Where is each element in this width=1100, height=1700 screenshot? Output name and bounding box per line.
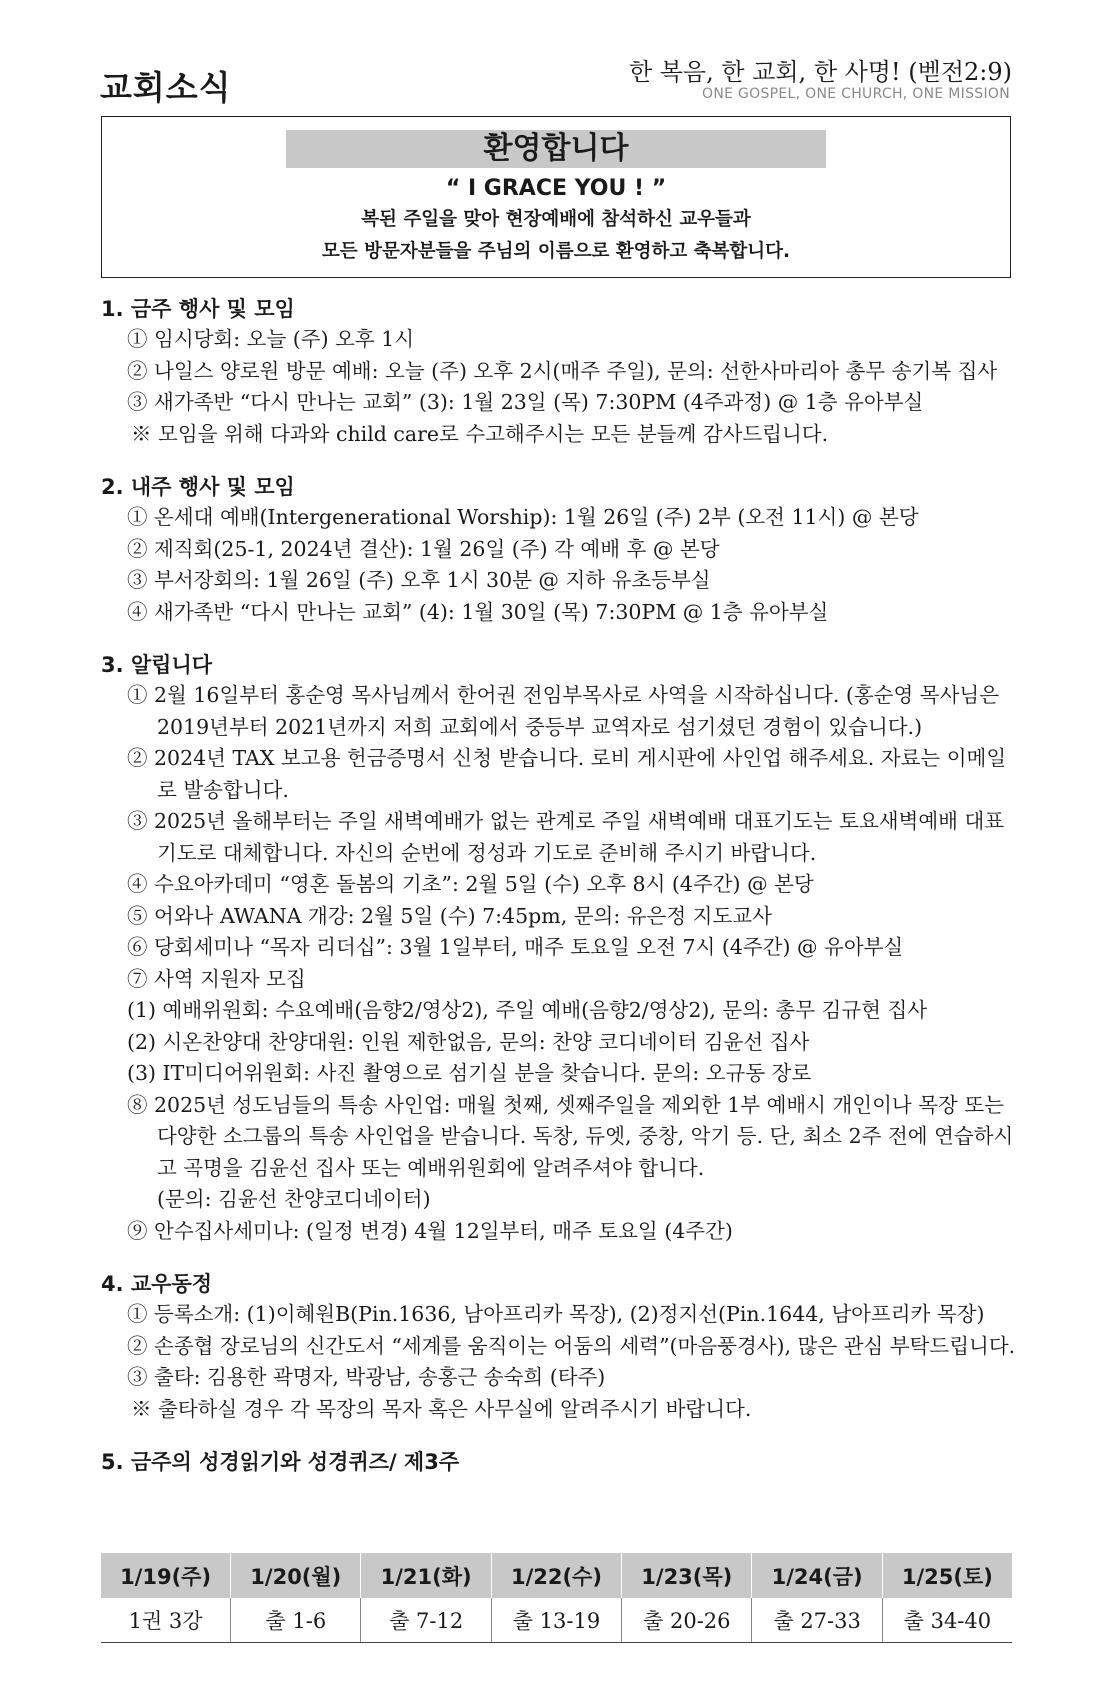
list-item: ② 제직회(25-1, 2024년 결산): 1월 26일 (주) 각 예배 후 @ 본당 [127,536,720,561]
page-title: 교회소식 [100,68,232,107]
list-item: (문의: 김윤선 찬양코디네이터) [157,1187,431,1211]
list-item: ① 온세대 예배(Intergenerational Worship): 1월 26일 (주) 2부 (오전 11시) @ 본당 [127,505,919,529]
reading-passage-row [101,1598,1012,1643]
reading-passage: 출 1-6 [231,1598,361,1643]
list-item: ④ 새가족반 “다시 만나는 교회” (4): 1월 30일 (목) 7:30PM @ 1층 유아부실 [127,599,829,624]
list-item: ③ 2025년 올해부터는 주일 새벽예배가 없는 관계로 주일 새벽예배 대표기도는 토요새벽예배 대표기도로 대체합니다. 자신의 순번에 정성과 기도로 준비해 주시기 바랍니다. [127,809,1005,865]
reading-passage: 출 27-33 [752,1598,882,1643]
section-title: 4. 교우동정 [101,1272,213,1296]
news-content [101,294,1021,1477]
list-item: ③ 새가족반 “다시 만나는 교회” (3): 1월 23일 (목) 7:30PM (4주과정) @ 1층 유아부실 [127,390,924,414]
bible-reading-table [101,1553,1012,1643]
list-item: ④ 수요아카데미 “영혼 돌봄의 기초”: 2월 5일 (수) 오후 8시 (4주간) @ 본당 [127,872,814,896]
reading-date: 1/23(목) [622,1553,752,1598]
list-item: ⑨ 안수집사세미나: (일정 변경) 4월 12일부터, 매주 토요일 (4주간) [127,1218,733,1243]
section-title: 5. 금주의 성경읽기와 성경퀴즈/ 제3주 [101,1450,460,1474]
sub-list-item: (3) IT미디어위원회: 사진 촬영으로 섬기실 분을 찾습니다. 문의: 오규동 장로 [127,1061,812,1085]
reading-passage: 출 13-19 [491,1598,621,1643]
welcome-line-2: 모든 방문자분들을 주님의 이름으로 환영하고 축복합니다. [321,241,791,262]
list-item: ① 등록소개: (1)이혜원B(Pin.1636, 남아프리카 목장), (2)정지선(Pin.1644, 남아프리카 목장) [127,1302,985,1326]
notice-note: ※ 모임을 위해 다과와 child care로 수고해주시는 모든 분들께 감사드립니다. [131,421,829,446]
list-item: ① 임시당회: 오늘 (주) 오후 1시 [127,327,415,351]
reading-date-row [101,1553,1012,1598]
section-title: 1. 금주 행사 및 모임 [101,297,295,321]
list-item: ⑧ 2025년 성도님들의 특송 사인업: 매월 첫째, 셋째주일을 제외한 1부 예배시 개인이나 목장 또는 다양한 소그룹의 특송 사인업을 받습니다. 독창, 듀엣, 중창, 악기 등. 단, 최소 2주 전에 연습하시고 곡명을 김윤선 집사 또는 예배위원회에 알려주셔야 합니다. [127,1092,1014,1180]
welcome-title: 환영합니다 [286,130,826,168]
reading-passage: 출 34-40 [882,1598,1012,1643]
reading-date: 1/24(금) [752,1553,882,1598]
welcome-box [101,116,1011,278]
list-item: ② 손종협 장로님의 신간도서 “세계를 움직이는 어둠의 세력”(마음풍경사), 많은 관심 부탁드립니다. [127,1333,1016,1358]
list-item: ③ 부서장회의: 1월 26일 (주) 오후 1시 30분 @ 지하 유초등부실 [127,568,711,592]
welcome-line-1: 복된 주일을 맞아 현장예배에 참석하신 교우들과 [361,209,751,230]
church-motto: 한 복음, 한 교회, 한 사명! (벧전2:9) [628,58,1012,86]
reading-passage: 1권 3강 [101,1598,231,1643]
reading-date: 1/20(월) [231,1553,361,1598]
reading-date: 1/21(화) [361,1553,491,1598]
list-item: ⑦ 사역 지원자 모집 [127,966,306,991]
list-item: ② 2024년 TAX 보고용 헌금증명서 신청 받습니다. 로비 게시판에 사인업 해주세요. 자료는 이메일로 발송합니다. [127,746,1007,802]
list-item: ⑤ 어와나 AWANA 개강: 2월 5일 (수) 7:45pm, 문의: 유은정 지도교사 [127,903,772,928]
list-item: ① 2월 16일부터 홍순영 목사님께서 한어권 전임부목사로 사역을 시작하십니다. (홍순영 목사님은 2019년부터 2021년까지 저희 교회에서 중등부 교역자로 섬기셨던 경험이 있습니다.) [127,683,1000,739]
section-title: 3. 알립니다 [101,653,213,677]
reading-date: 1/25(토) [882,1553,1012,1598]
reading-date: 1/19(주) [101,1553,231,1598]
welcome-subtitle: “ I GRACE YOU ! ” [445,176,667,201]
reading-passage: 출 20-26 [622,1598,752,1643]
reading-date: 1/22(수) [491,1553,621,1598]
list-item: ③ 출타: 김용한 곽명자, 박광남, 송홍근 송숙희 (타주) [127,1365,606,1389]
notice-note: ※ 출타하실 경우 각 목장의 목자 혹은 사무실에 알려주시기 바랍니다. [131,1396,752,1421]
sub-list-item: (2) 시온찬양대 찬양대원: 인원 제한없음, 문의: 찬양 코디네이터 김윤선 집사 [127,1029,810,1054]
church-motto-english: ONE GOSPEL, ONE CHURCH, ONE MISSION [702,86,1010,102]
reading-passage: 출 7-12 [361,1598,491,1643]
list-item: ② 나일스 양로원 방문 예배: 오늘 (주) 오후 2시(매주 주일), 문의: 선한사마리아 총무 송기복 집사 [127,358,998,383]
list-item: ⑥ 당회세미나 “목자 리더십”: 3월 1일부터, 매주 토요일 오전 7시 (4주간) @ 유아부실 [127,935,904,959]
section-title: 2. 내주 행사 및 모임 [101,475,295,499]
sub-list-item: (1) 예배위원회: 수요예배(음향2/영상2), 주일 예배(음향2/영상2), 문의: 총무 김규현 집사 [127,998,928,1022]
